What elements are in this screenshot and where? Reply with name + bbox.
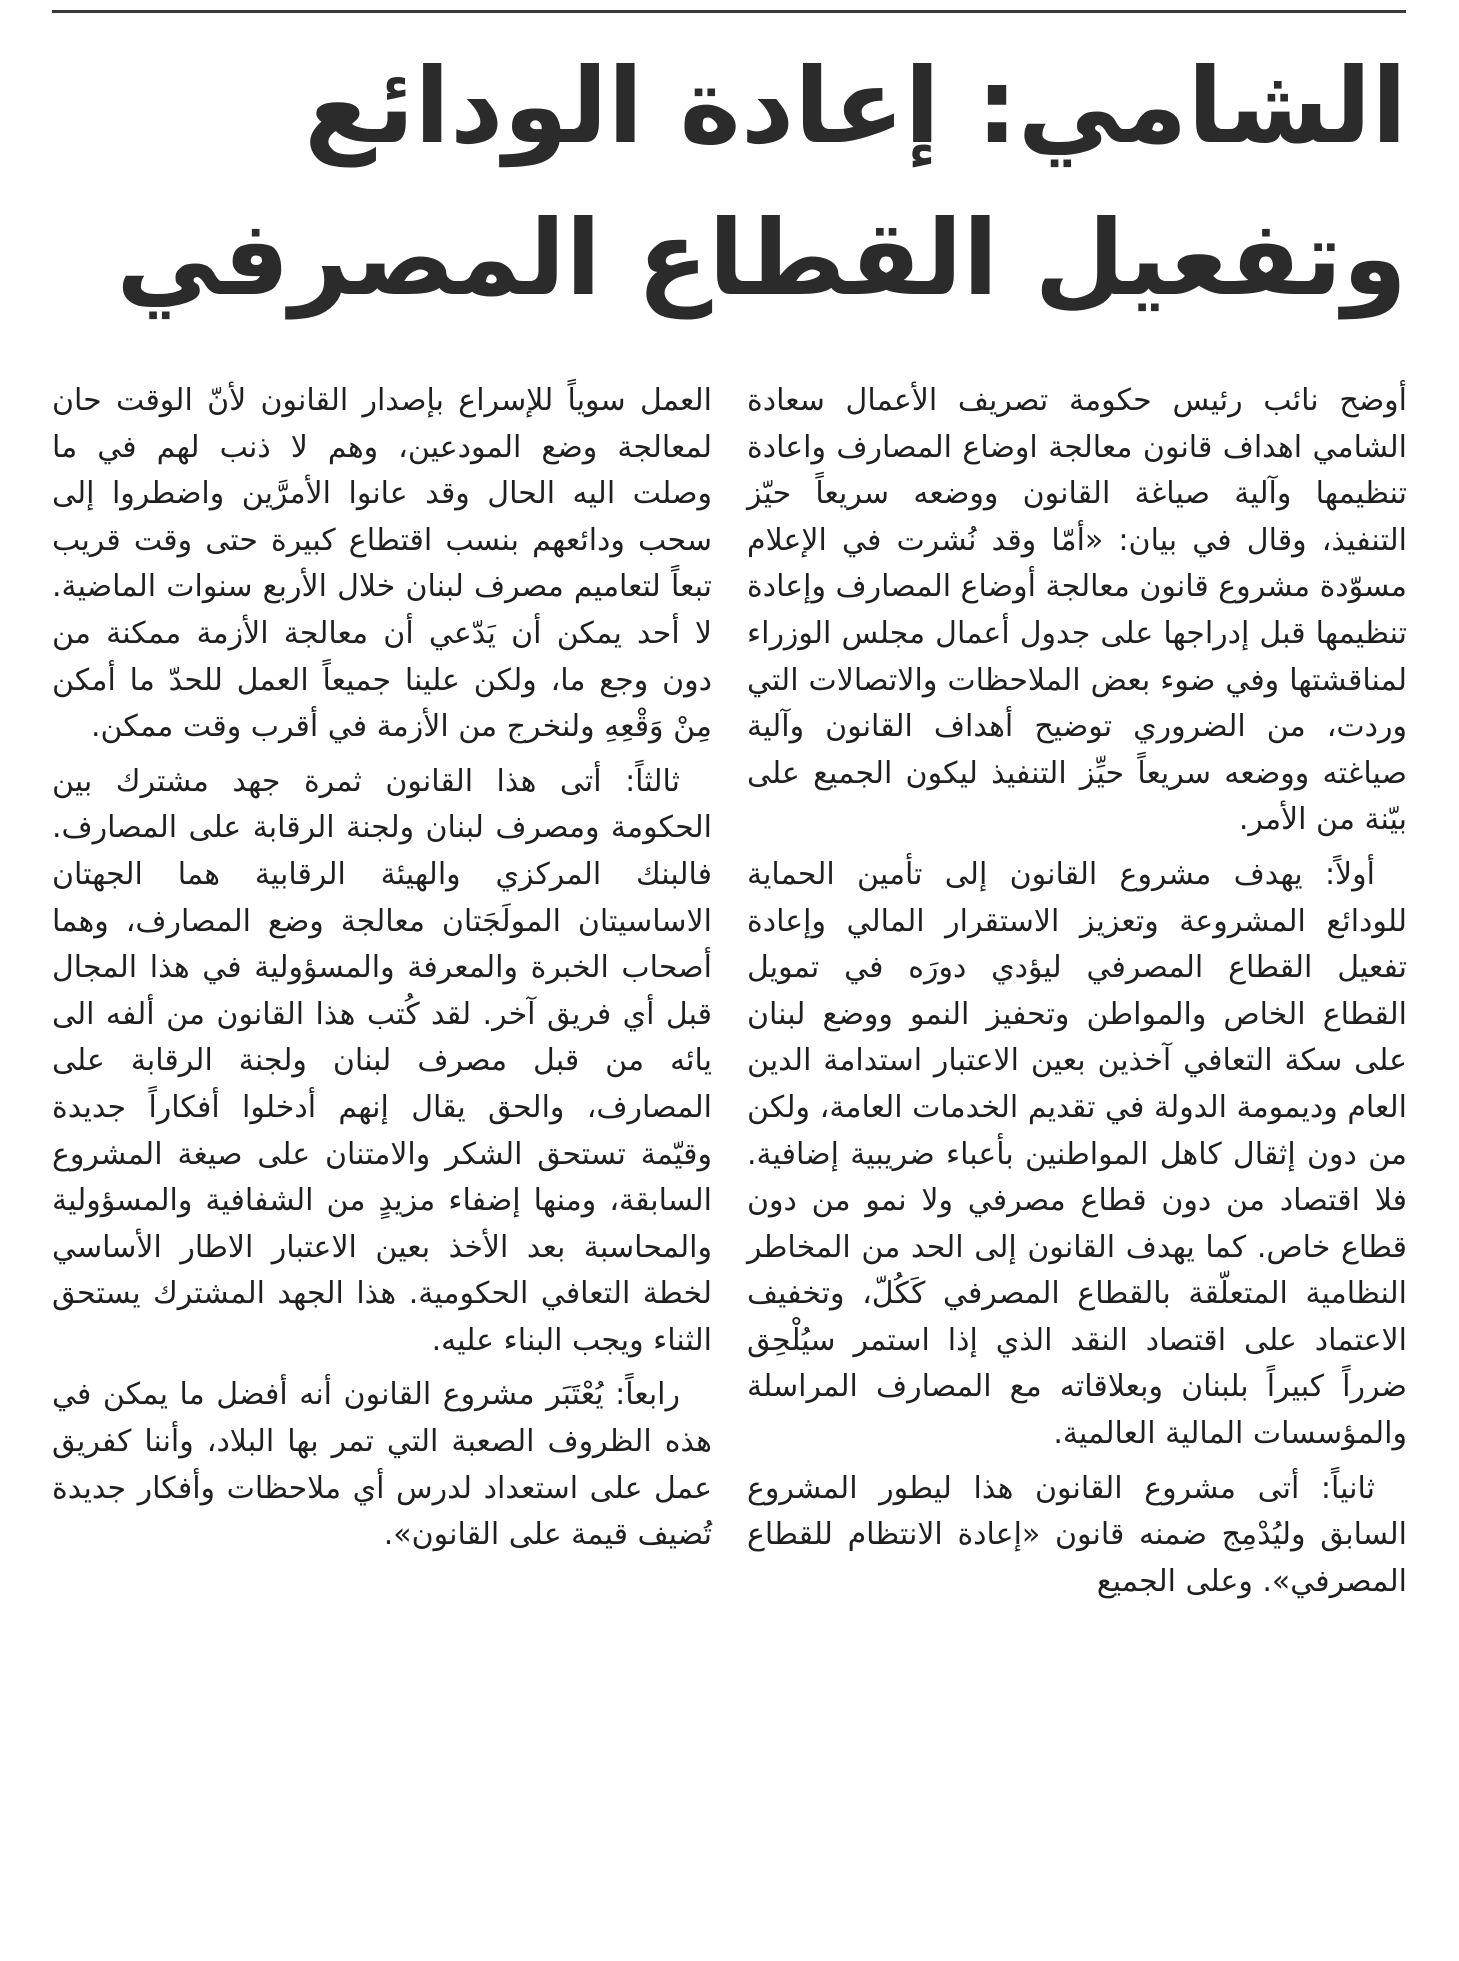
- paragraph-fourth-point: رابعاً: يُعْتَبَر مشروع القانون أنه أفضل ما يمكن في هذه الظروف الصعبة التي تمر بها البلاد، وأننا كفريق عمل على استعداد لدرس أي ملاحظات وأفكار جديدة تُضيف قيمة على القانون».: [52, 1377, 712, 1553]
- article-column-right: [747, 378, 1407, 1613]
- top-rule: [52, 10, 1406, 13]
- paragraph-continuation: العمل سوياً للإسراع بإصدار القانون لأنّ الوقت حان لمعالجة وضع المودعين، وهم لا ذنب لهم في ما وصلت اليه الحال وقد عانوا الأمرَّين واضطروا إلى سحب ودائعهم بنسب اقتطاع كبيرة حتى وقت قريب تبعاً لتعاميم مصرف لبنان خلال الأربع سنوات الماضية. لا أحد يمكن أن يَدّعي أن معالجة الأزمة ممكنة من دون وجع ما، ولكن علينا جميعاً العمل للحدّ ما أمكن مِنْ وَقْعِهِ ولنخرج من الأزمة في أقرب وقت ممكن.: [52, 383, 712, 745]
- article-column-left: [52, 378, 712, 1567]
- paragraph-third-point: ثالثاً: أتى هذا القانون ثمرة جهد مشترك بين الحكومة ومصرف لبنان ولجنة الرقابة على المصارف. فالبنك المركزي والهيئة الرقابية هما الجهتان الاساسيتان المولَجَتان معالجة وضع المصارف، وهما أصحاب الخبرة والمعرفة والمسؤولية في هذا المجال قبل أي فريق آخر. لقد كُتب هذا القانون من ألفه الى يائه من قبل مصرف لبنان ولجنة الرقابة على المصارف، والحق يقال إنهم أدخلوا أفكاراً جديدة وقيّمة تستحق الشكر والامتنان على صيغة المشروع السابقة، ومنها إضفاء مزيدٍ من الشفافية والمسؤولية والمحاسبة بعد الأخذ بعين الاعتبار الاطار الأساسي لخطة التعافي الحكومية. هذا الجهد المشترك يستحق الثناء ويجب البناء عليه.: [52, 763, 712, 1358]
- paragraph-intro: أوضح نائب رئيس حكومة تصريف الأعمال سعادة الشامي اهداف قانون معالجة اوضاع المصارف واعادة تنظيمها وآلية صياغة القانون ووضعه سريعاً حيّز التنفيذ، وقال في بيان: «أمّا وقد نُشرت في الإعلام مسوّدة مشروع قانون معالجة أوضاع المصارف وإعادة تنظيمها قبل إدراجها على جدول أعمال مجلس الوزراء لمناقشتها وفي ضوء بعض الملاحظات والاتصالات التي وردت، من الضروري توضيح أهداف القانون وآلية صياغته ووضعه سريعاً حيِّز التنفيذ ليكون الجميع على بيّنة من الأمر.: [747, 383, 1407, 838]
- paragraph-second-point: ثانياً: أتى مشروع القانون هذا ليطور المشروع السابق وليُدْمِج ضمنه قانون «إعادة الانتظام للقطاع المصرفي». وعلى الجميع: [747, 1470, 1407, 1599]
- paragraph-first-point: أولاً: يهدف مشروع القانون إلى تأمين الحماية للودائع المشروعة وتعزيز الاستقرار المالي وإعادة تفعيل القطاع المصرفي ليؤدي دورَه في تمويل القطاع الخاص والمواطن وتحفيز النمو ووضع لبنان على سكة التعافي آخذين بعين الاعتبار استدامة الدين العام وديمومة الدولة في تقديم الخدمات العامة، ولكن من دون إثقال كاهل المواطنين بأعباء ضريبية إضافية. فلا اقتصاد من دون قطاع مصرفي ولا نمو من دون قطاع خاص. كما يهدف القانون إلى الحد من المخاطر النظامية المتعلّقة بالقطاع المصرفي كَكُلّ، وتخفيف الاعتماد على اقتصاد النقد الذي إذا استمر سيُلْحِق ضرراً كبيراً بلبنان وبعلاقاته مع المصارف المراسلة والمؤسسات المالية العالمية.: [747, 856, 1407, 1452]
- article-headline: الشامي: إعادة الودائع وتفعيل القطاع المصرفي: [116, 45, 1407, 319]
